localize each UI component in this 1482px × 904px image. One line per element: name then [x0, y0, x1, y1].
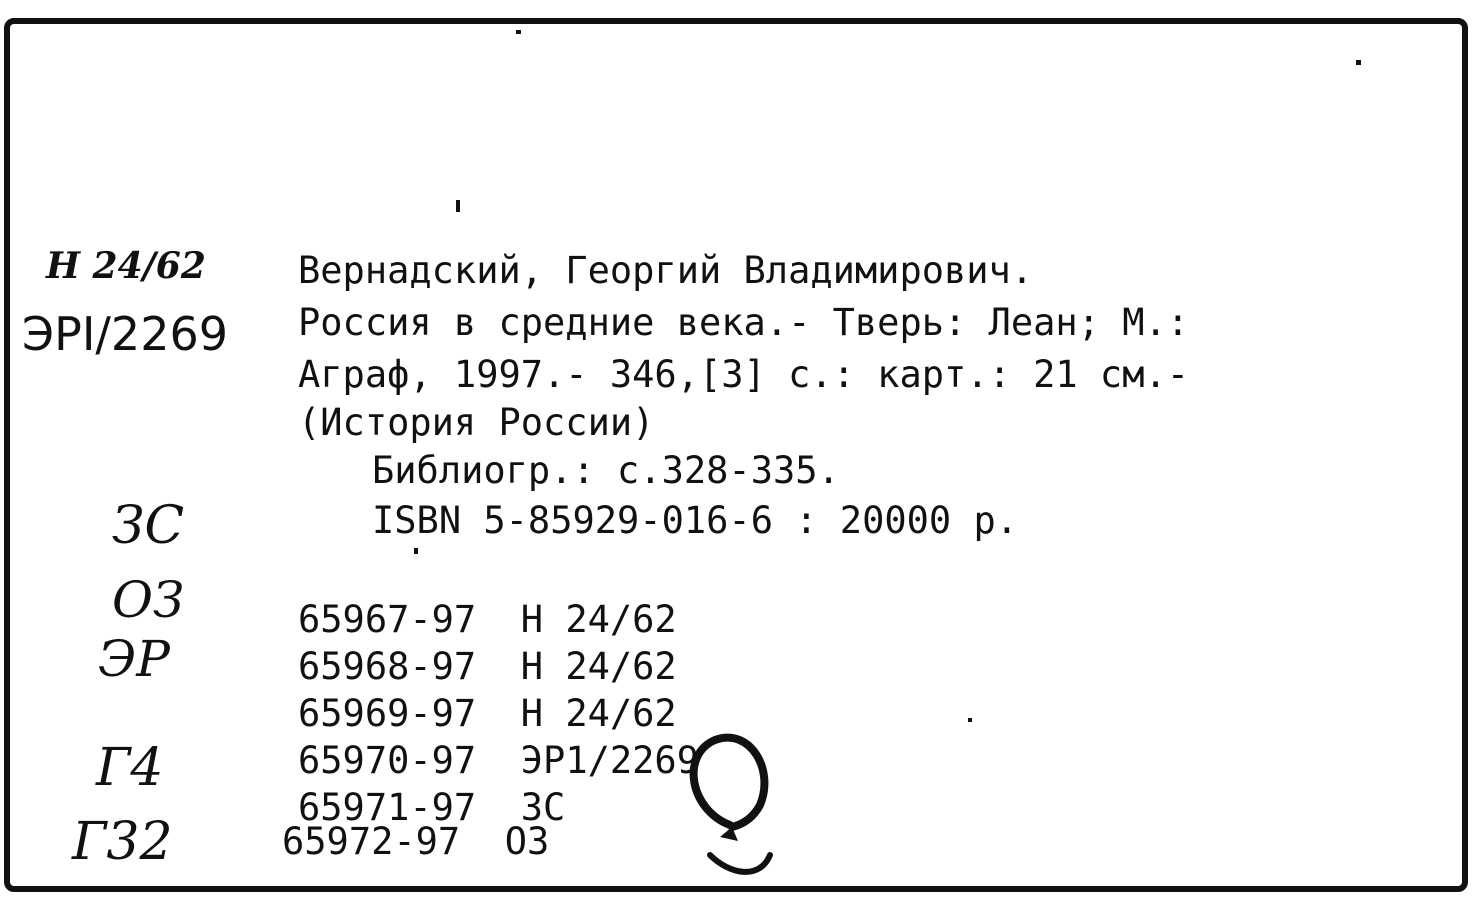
inventory-location: ЗС	[520, 786, 566, 829]
handwritten-mark-2: ОЗ	[112, 571, 185, 629]
ink-speck	[456, 200, 460, 212]
inventory-number: 65970-97	[298, 739, 477, 782]
title-line: Россия в средние века.- Тверь: Леан; М.:	[298, 301, 1190, 344]
hand-drawn-loop	[670, 715, 790, 885]
inventory-row	[298, 598, 677, 641]
shelf-mark-2: ЭРI/2269	[22, 307, 228, 361]
inventory-number: 65969-97	[298, 692, 477, 735]
inventory-row	[298, 739, 699, 782]
inventory-number: 65967-97	[298, 598, 477, 641]
inventory-location: Н 24/62	[520, 598, 677, 641]
ink-speck	[1356, 60, 1361, 65]
author-heading: Вернадский, Георгий Владимирович.	[298, 249, 1034, 292]
inventory-location: Н 24/62	[520, 645, 677, 688]
inventory-location: Н 24/62	[520, 692, 677, 735]
inventory-number: 65971-97	[298, 786, 477, 829]
ink-speck	[968, 718, 972, 722]
handwritten-mark-1: ЗС	[112, 496, 185, 556]
ink-speck	[516, 30, 521, 34]
inventory-row	[298, 645, 677, 688]
shelf-mark-1: Н 24/62	[46, 245, 206, 287]
inventory-number: 65968-97	[298, 645, 477, 688]
cut-off-row	[282, 823, 549, 837]
handwritten-mark-4: Г4	[96, 738, 164, 798]
inventory-location: ЭР1/2269	[520, 739, 699, 782]
ink-speck	[414, 548, 418, 554]
isbn-line: ISBN 5-85929-016-6 : 20000 р.	[372, 499, 1019, 542]
inventory-row	[298, 692, 677, 735]
publication-line: Аграф, 1997.- 346,[3] с.: карт.: 21 см.-	[298, 353, 1190, 396]
bibliography-note: Библиогр.: с.328-335.	[372, 449, 840, 492]
series-line: (История России)	[298, 401, 655, 444]
handwritten-mark-5: Г32	[72, 812, 173, 872]
handwritten-mark-3: ЭР	[98, 630, 170, 688]
